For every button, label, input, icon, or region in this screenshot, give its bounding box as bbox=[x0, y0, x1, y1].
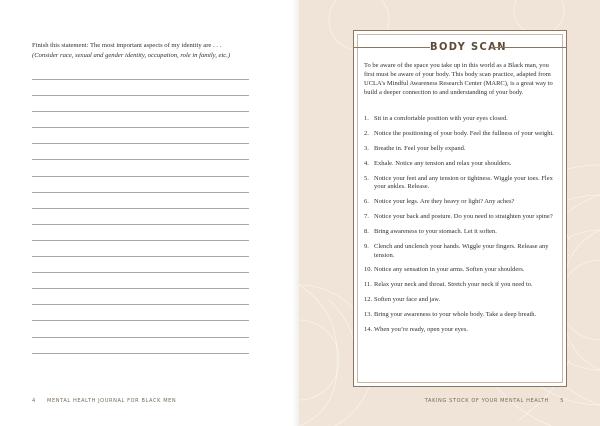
step-item bbox=[364, 198, 559, 207]
step-text: When you’re ready, open your eyes. bbox=[374, 325, 468, 333]
step-text: Relax your neck and throat. Stretch your neck if you need to. bbox=[374, 281, 533, 289]
writing-line[interactable] bbox=[32, 79, 249, 80]
step-text: Breathe in. Feel your belly expand. bbox=[374, 144, 466, 152]
step-number: 11. bbox=[364, 281, 372, 289]
step-number: 5. bbox=[364, 174, 369, 182]
body-scan-card bbox=[353, 30, 567, 387]
step-item bbox=[364, 228, 559, 237]
step-text: Sit in a comfortable position with your eyes closed. bbox=[374, 115, 508, 122]
card-title: BODY SCAN bbox=[430, 40, 507, 53]
writing-line[interactable] bbox=[32, 353, 249, 354]
left-running-head: MENTAL HEALTH JOURNAL FOR BLACK MEN bbox=[47, 398, 177, 404]
writing-line[interactable] bbox=[32, 95, 249, 96]
step-text: Notice your legs. Are they heavy or light? Any aches? bbox=[374, 198, 515, 206]
step-text: Exhale. Notice any tension and relax your shoulders. bbox=[374, 159, 512, 167]
steps-list bbox=[364, 115, 559, 341]
step-item bbox=[364, 266, 559, 275]
step-number: 2. bbox=[364, 129, 369, 137]
step-text: Notice any sensation in your arms. Soften your shoulders. bbox=[374, 266, 525, 274]
step-number: 12. bbox=[364, 296, 373, 304]
step-text: Notice your back and posture. Do you need to straighten your spine? bbox=[374, 213, 553, 221]
intro-paragraph: To be aware of the space you take up in this world as a Black man, you first must be aware of your body. This body scan practice, adapted from UCLA’s Mindful Awareness Research Center (MARC), is a great way to build a deeper connection to and understanding of your body. bbox=[364, 62, 553, 96]
step-number: 13. bbox=[364, 311, 373, 319]
step-item bbox=[364, 160, 559, 169]
step-item bbox=[364, 130, 559, 139]
writing-line[interactable] bbox=[32, 304, 249, 305]
left-page bbox=[0, 0, 299, 426]
right-running-head: TAKING STOCK OF YOUR MENTAL HEALTH bbox=[424, 398, 549, 404]
step-item bbox=[364, 175, 559, 192]
left-page-number: 4 bbox=[32, 398, 36, 404]
step-number: 14. bbox=[364, 325, 373, 333]
writing-line[interactable] bbox=[32, 176, 249, 177]
step-item bbox=[364, 311, 559, 320]
writing-line[interactable] bbox=[32, 111, 249, 112]
step-item bbox=[364, 281, 559, 290]
step-item bbox=[364, 243, 559, 260]
step-text: Bring awareness to your stomach. Let it soften. bbox=[374, 227, 497, 235]
writing-line[interactable] bbox=[32, 337, 249, 338]
step-item bbox=[364, 115, 559, 124]
step-item bbox=[364, 326, 559, 335]
writing-line[interactable] bbox=[32, 192, 249, 193]
writing-lines[interactable] bbox=[32, 79, 249, 369]
step-text: Clench and unclench your hands. Wiggle your fingers. Release any tension. bbox=[374, 242, 549, 259]
step-text: Soften your face and jaw. bbox=[374, 296, 441, 304]
step-text: Bring your awareness to your whole body. Take a deep breath. bbox=[374, 311, 537, 319]
title-bar bbox=[354, 40, 566, 54]
left-footer bbox=[32, 398, 176, 404]
prompt-hint: (Consider race, sexual and gender identity, occupation, role in family, etc.) bbox=[32, 51, 231, 59]
right-page-number: 5 bbox=[560, 398, 564, 404]
step-item bbox=[364, 213, 559, 222]
writing-line[interactable] bbox=[32, 143, 249, 144]
step-text: Notice your feet and any tension or tightness. Wiggle your toes. Flex your ankles. Release. bbox=[374, 174, 553, 191]
writing-line[interactable] bbox=[32, 159, 249, 160]
writing-line[interactable] bbox=[32, 240, 249, 241]
step-number: 1. bbox=[364, 115, 369, 122]
step-item bbox=[364, 145, 559, 154]
title-rule-right bbox=[491, 47, 566, 48]
writing-line[interactable] bbox=[32, 208, 249, 209]
writing-line[interactable] bbox=[32, 320, 249, 321]
step-number: 3. bbox=[364, 144, 369, 152]
title-rule-left bbox=[354, 47, 430, 48]
step-text: Notice the positioning of your body. Feel the fullness of your weight. bbox=[374, 129, 554, 137]
journal-prompt bbox=[32, 41, 264, 60]
writing-line[interactable] bbox=[32, 256, 249, 257]
prompt-text: Finish this statement: The most important aspects of my identity are . . . bbox=[32, 42, 222, 49]
writing-line[interactable] bbox=[32, 288, 249, 289]
right-page bbox=[299, 0, 600, 426]
writing-line[interactable] bbox=[32, 224, 249, 225]
step-number: 6. bbox=[364, 198, 369, 206]
step-number: 7. bbox=[364, 213, 369, 221]
writing-line[interactable] bbox=[32, 272, 249, 273]
step-number: 9. bbox=[364, 242, 369, 250]
right-footer bbox=[425, 398, 564, 404]
step-number: 4. bbox=[364, 159, 369, 167]
step-number: 10. bbox=[364, 266, 373, 274]
writing-line[interactable] bbox=[32, 127, 249, 128]
step-item bbox=[364, 296, 559, 305]
step-number: 8. bbox=[364, 227, 369, 235]
